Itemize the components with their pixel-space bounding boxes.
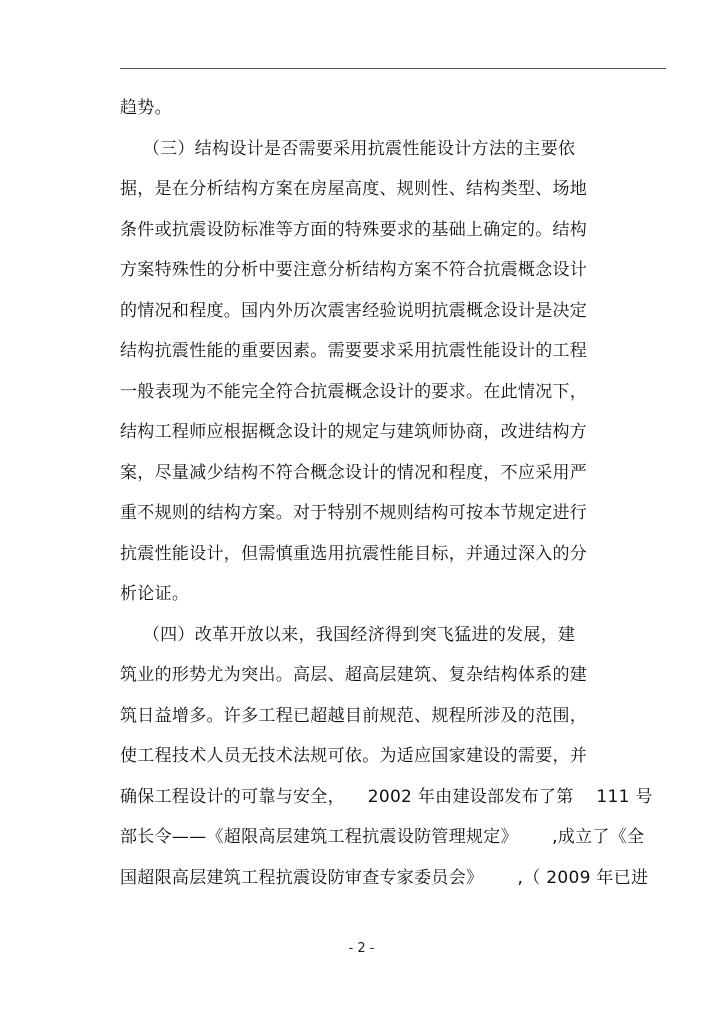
header-rule <box>120 68 666 69</box>
body-line: 据，是在分析结构方案在房屋高度、规则性、结构类型、场地 <box>120 179 588 199</box>
body-line: 国超限高层建筑工程抗震设防审查专家委员会》 ,（ 2009 年已进 <box>120 868 649 888</box>
body-line: 抗震性能设计，但需慎重选用抗震性能目标，并通过深入的分 <box>120 544 588 564</box>
body-line: 一般表现为不能完全符合抗震概念设计的要求。在此情况下， <box>120 382 588 402</box>
body-line: 确保工程设计的可靠与安全， 2002 年由建设部发布了第 111 号 <box>120 787 653 807</box>
body-line: 结构抗震性能的重要因素。需要要求采用抗震性能设计的工程 <box>120 341 588 361</box>
page-number: - 2 - <box>348 941 375 956</box>
body-line: 筑业的形势尤为突出。高层、超高层建筑、复杂结构体系的建 <box>120 665 588 685</box>
body-line: （三）结构设计是否需要采用抗震性能设计方法的主要依 <box>120 139 576 159</box>
body-line: 重不规则的结构方案。对于特别不规则结构可按本节规定进行 <box>120 503 588 523</box>
body-line: 筑日益增多。许多工程已超越目前规范、规程所涉及的范围， <box>120 706 588 726</box>
body-line: 方案特殊性的分析中要注意分析结构方案不符合抗震概念设计 <box>120 260 588 280</box>
body-line: 部长令——《超限高层建筑工程抗震设防管理规定》 ,成立了《全 <box>120 827 645 847</box>
body-line: 使工程技术人员无技术法规可依。为适应国家建设的需要，并 <box>120 746 588 766</box>
body-line: 趋势。 <box>120 98 172 118</box>
body-line: 结构工程师应根据概念设计的规定与建筑师协商，改进结构方 <box>120 422 588 442</box>
body-line: 条件或抗震设防标准等方面的特殊要求的基础上确定的。结构 <box>120 220 588 240</box>
body-line: 析论证。 <box>120 584 190 604</box>
body-line: （四）改革开放以来，我国经济得到突飞猛进的发展，建 <box>120 625 576 645</box>
body-line: 案，尽量减少结构不符合概念设计的情况和程度，不应采用严 <box>120 463 588 483</box>
body-line: 的情况和程度。国内外历次震害经验说明抗震概念设计是决定 <box>120 301 588 321</box>
